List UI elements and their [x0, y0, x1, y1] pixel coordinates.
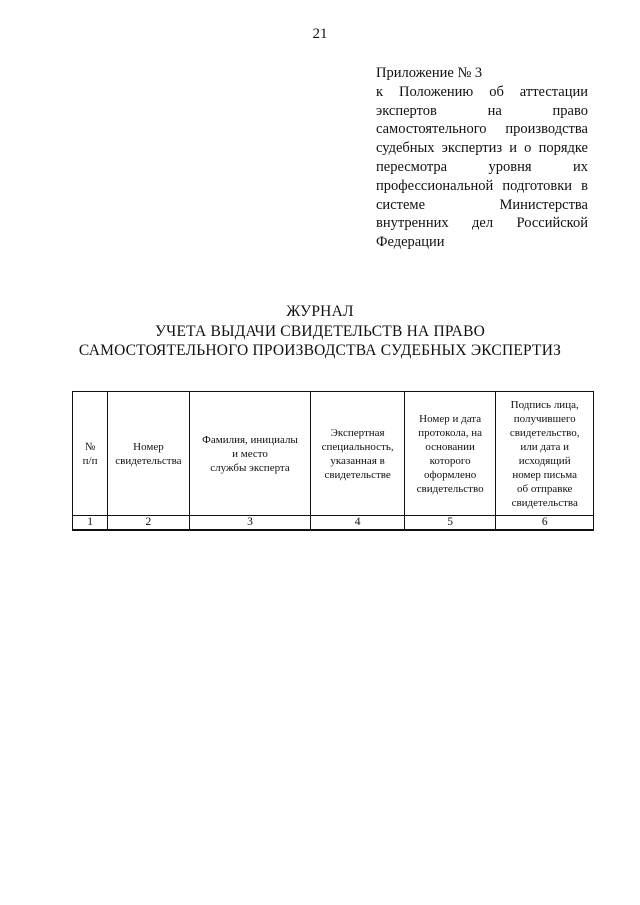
column-header-signature [496, 392, 594, 516]
journal-title [0, 302, 640, 361]
appendix-text [376, 83, 588, 252]
column-header-line: свидетельстве [324, 468, 391, 481]
table-header-row [73, 392, 594, 516]
table-number-row [73, 516, 594, 531]
appendix-block [376, 64, 588, 252]
column-header-line: номер письма [512, 468, 578, 481]
column-number: 3 [189, 516, 311, 531]
appendix-title: Приложение № 3 [376, 65, 483, 81]
journal-title-line: ЖУРНАЛ [286, 303, 354, 320]
appendix-line: профессиональной подготовки в [376, 177, 588, 194]
page-number: 21 [312, 26, 328, 42]
column-header-line: свидетельство, [509, 426, 580, 439]
appendix-line: судебных экспертиз и о порядке [376, 140, 588, 157]
column-header-line: специальность, [321, 440, 394, 453]
appendix-line: системе Министерства [376, 196, 588, 213]
column-header-line: Номер и дата [419, 412, 482, 425]
column-header-line: № [84, 440, 96, 453]
column-number: 2 [108, 516, 189, 531]
appendix-line: самостоятельного производства [376, 121, 588, 138]
column-header-line: или дата и [520, 440, 570, 453]
column-header-expert-name [189, 392, 311, 516]
column-header-line: свидетельство [416, 482, 484, 495]
column-header-line: свидетельства [511, 496, 578, 509]
column-header-row-number [73, 392, 108, 516]
column-header-line: протокола, на [418, 426, 482, 439]
appendix-line: пересмотра уровня их [376, 158, 588, 175]
column-header-line: Фамилия, инициалы [202, 433, 298, 446]
column-header-line: и место [232, 447, 268, 460]
register-table [72, 391, 594, 531]
column-header-line: получившего [513, 412, 576, 425]
column-header-line: об отправке [516, 482, 573, 495]
column-header-line: исходящий [518, 454, 571, 467]
column-header-line: службы эксперта [210, 461, 290, 474]
column-header-line: свидетельства [115, 454, 182, 467]
column-header-line: указанная в [330, 454, 385, 467]
column-header-line: которого [429, 454, 471, 467]
column-number: 1 [73, 516, 108, 531]
journal-title-line: САМОСТОЯТЕЛЬНОГО ПРОИЗВОДСТВА СУДЕБНЫХ ЭКСПЕРТИЗ [78, 342, 562, 359]
column-number: 5 [404, 516, 496, 531]
column-header-line: Подпись лица, [510, 398, 579, 411]
column-header-line: оформлено [424, 468, 477, 481]
column-header-line: основании [425, 440, 475, 453]
appendix-line: к Положению об аттестации [376, 83, 588, 100]
column-header-line: Номер [133, 440, 164, 453]
column-header-protocol [404, 392, 496, 516]
column-header-line: п/п [82, 454, 98, 467]
column-header-specialty [311, 392, 405, 516]
column-header-line: Экспертная [330, 426, 385, 439]
appendix-line: экспертов на право [376, 102, 588, 119]
journal-title-line: УЧЕТА ВЫДАЧИ СВИДЕТЕЛЬСТВ НА ПРАВО [155, 322, 485, 340]
column-number: 4 [311, 516, 405, 531]
column-number: 6 [496, 516, 594, 531]
appendix-line: внутренних дел Российской [376, 215, 588, 232]
appendix-line: Федерации [376, 234, 445, 251]
column-header-certificate-number [108, 392, 189, 516]
